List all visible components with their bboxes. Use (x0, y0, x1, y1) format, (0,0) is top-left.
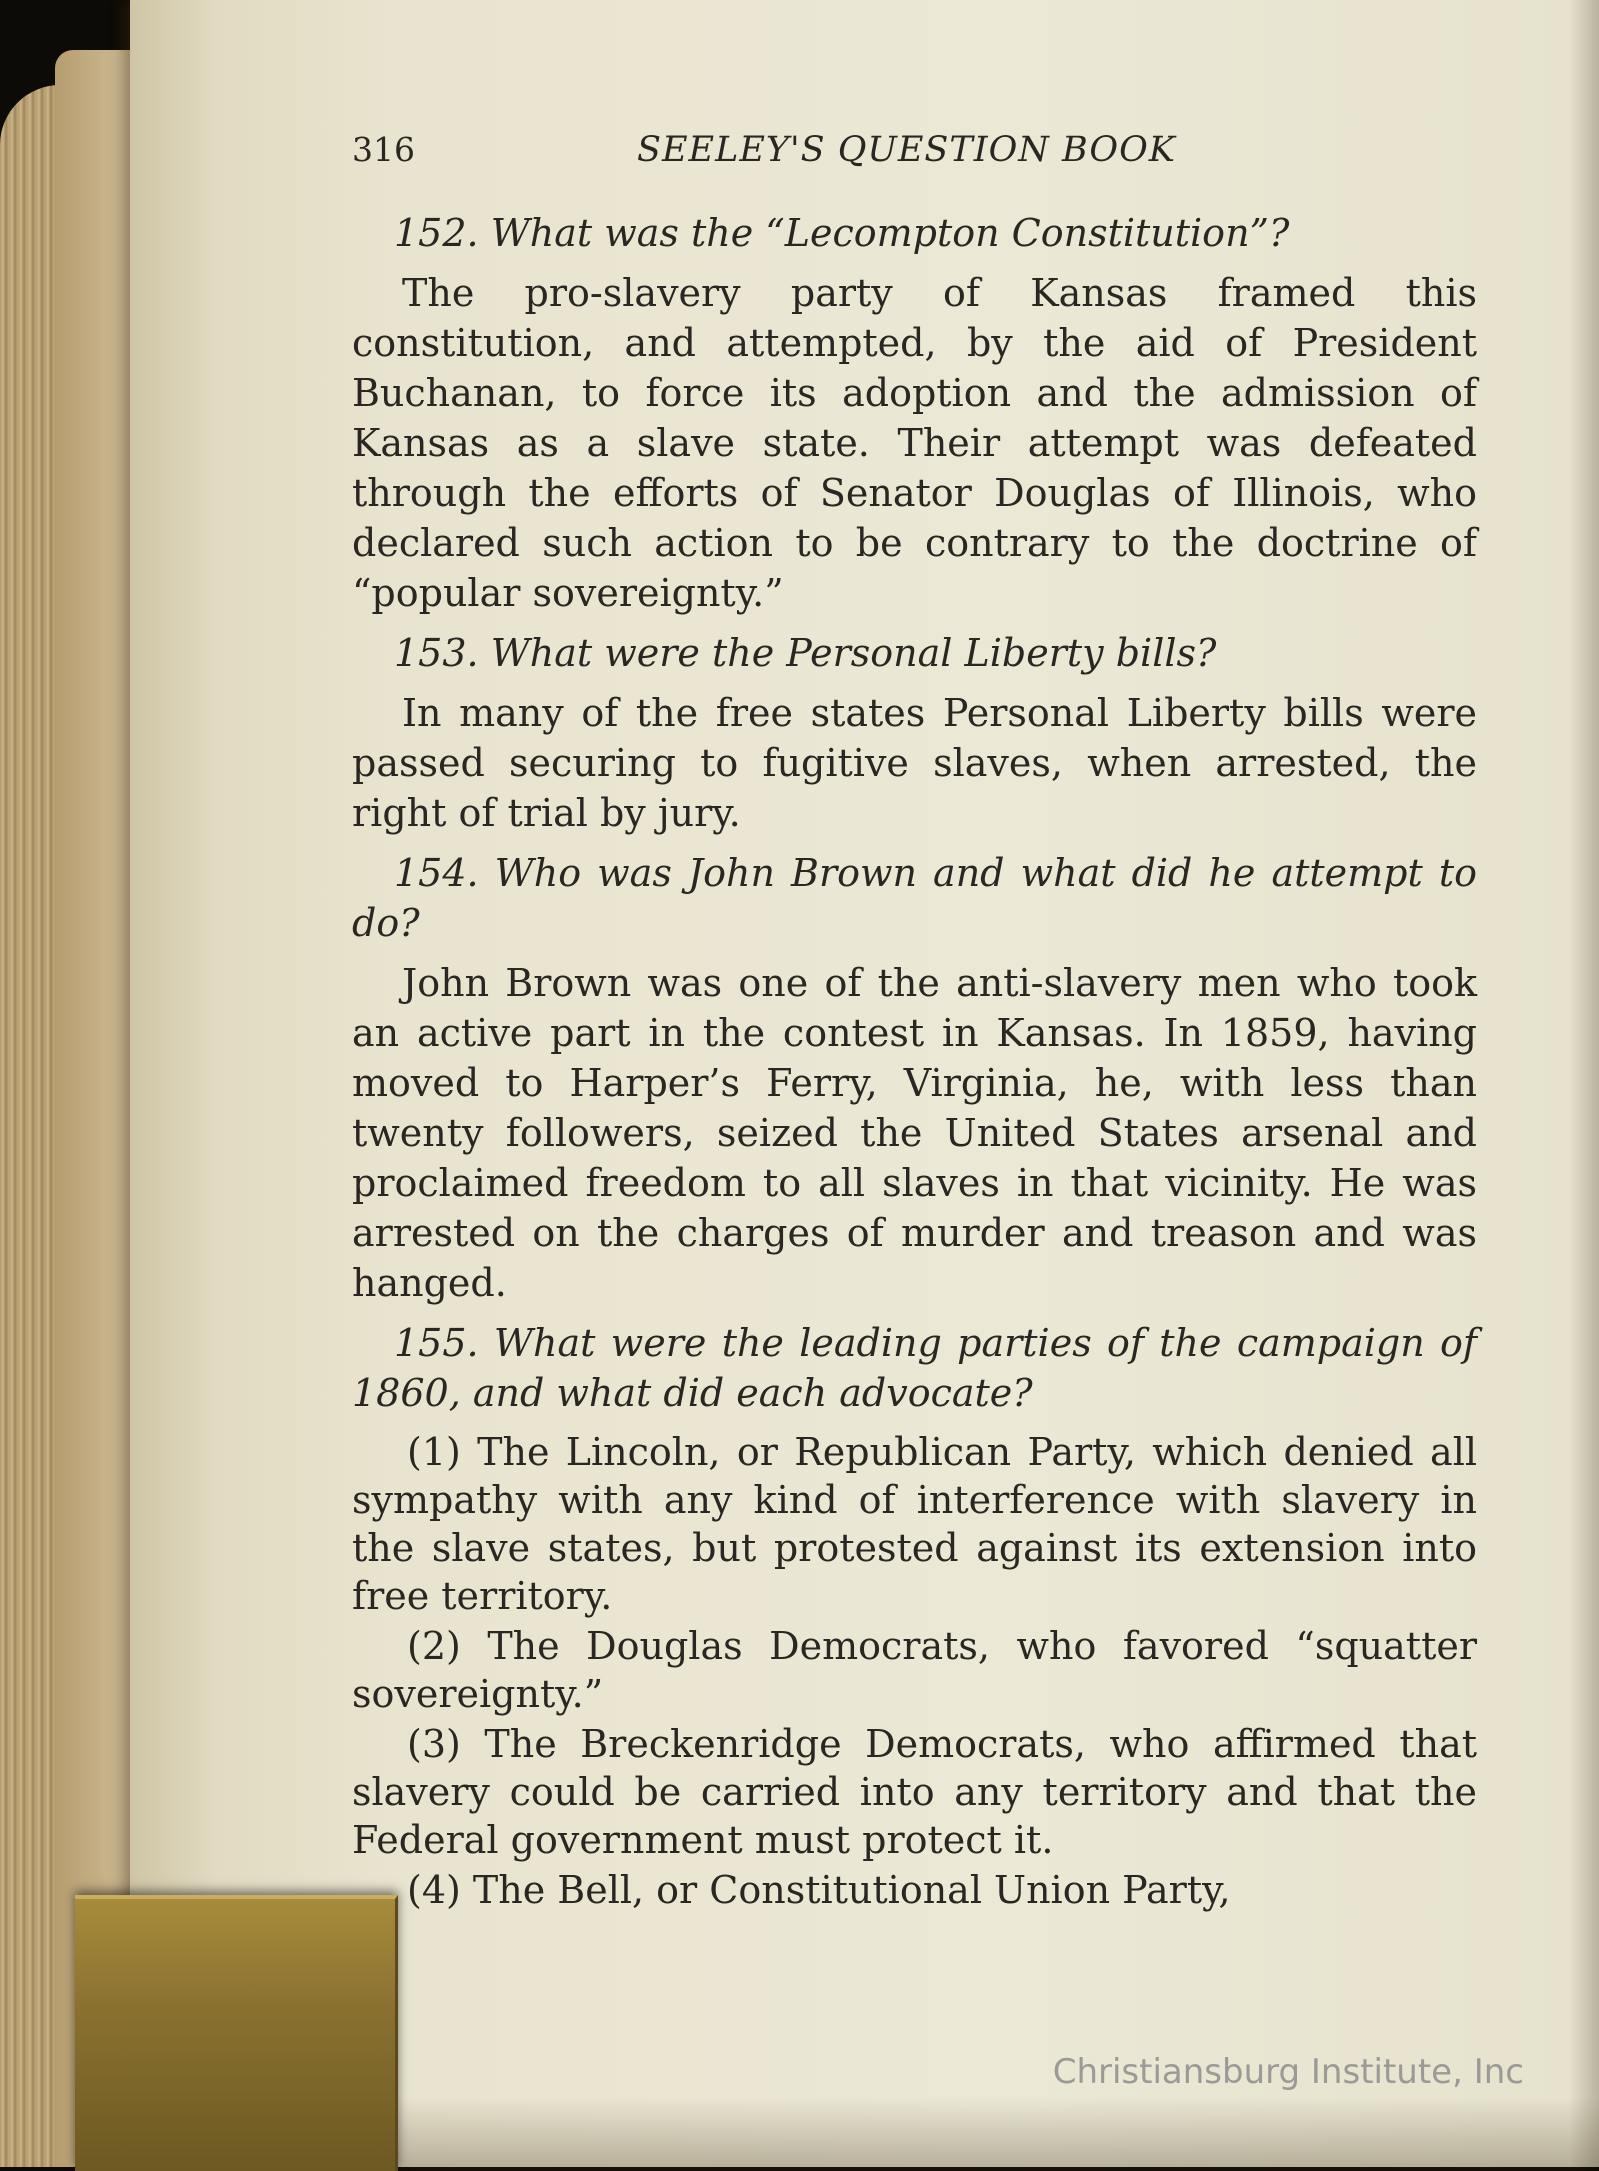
party-item-1: (1) The Lincoln, or Republican Party, which denied all sympathy with any kind of interference with slavery in the slave states, but protested against its extension into free territory. (352, 1430, 1477, 1618)
answer-154: John Brown was one of the anti-slavery men who took an active part in the contest in Kansas. In 1859, having moved to Harper’s Ferry, Virginia, he, with less than twenty followers, seized the United States arsenal and proclaimed freedom to all slaves in that vicinity. He was arrested on the charges of murder and treason and was hanged. (352, 961, 1477, 1305)
party-item-4: (4) The Bell, or Constitutional Union Party, (407, 1868, 1231, 1912)
thumb-index-tab (75, 1895, 398, 2171)
answer-153: In many of the free states Personal Liberty bills were passed securing to fugitive slaves, when arrested, the right of trial by jury. (352, 691, 1477, 835)
party-item-2: (2) The Douglas Democrats, who favored “squatter sovereignty.” (352, 1624, 1477, 1716)
page-text (352, 130, 1477, 1916)
page-number: 316 (352, 130, 415, 169)
party-item-3: (3) The Breckenridge Democrats, who affirmed that slavery could be carried into any territory and that the Federal government must protect it. (352, 1722, 1477, 1862)
watermark: Christiansburg Institute, Inc (1052, 2052, 1524, 2092)
question-154: 154. Who was John Brown and what did he attempt to do? (352, 851, 1477, 945)
page-right-shadow (1569, 0, 1599, 2167)
question-155: 155. What were the leading parties of the campaign of 1860, and what did each advocate? (352, 1321, 1477, 1415)
running-head: SEELEY'S QUESTION BOOK (637, 130, 1176, 170)
question-152: 152. What was the “Lecompton Constitution”? (394, 211, 1290, 255)
page-header (352, 130, 1477, 190)
answer-152: The pro-slavery party of Kansas framed this constitution, and attempted, by the aid of President Buchanan, to force its adoption and the admission of Kansas as a slave state. Their attempt was defeated through the efforts of Senator Douglas of Illinois, who declared such action to be contrary to the doctrine of “popular sovereignty.” (352, 271, 1477, 615)
question-153: 153. What were the Personal Liberty bills? (394, 631, 1217, 675)
